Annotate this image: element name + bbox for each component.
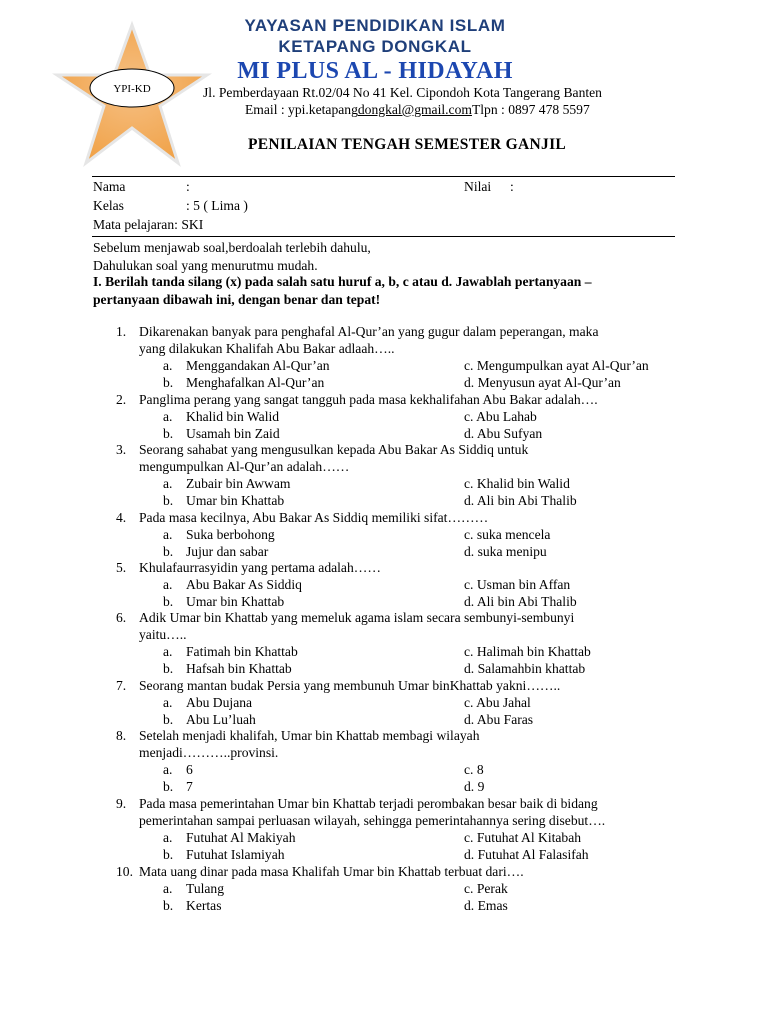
option-letter-b: b.	[163, 594, 174, 609]
option-c: c. Abu Lahab	[464, 409, 537, 424]
option-letter-a: a.	[163, 644, 173, 659]
option-letter-b: b.	[163, 426, 174, 441]
instruction-line-1: I. Berilah tanda silang (x) pada salah satu huruf a, b, c atau d. Jawablah pertanyaan –	[93, 274, 592, 289]
phone: Tlpn : 0897 478 5597	[471, 102, 590, 117]
option-a: Futuhat Al Makiyah	[186, 830, 296, 845]
question-text: Pada masa pemerintahan Umar bin Khattab terjadi perombakan besar baik di bidang	[139, 796, 598, 811]
exam-title: PENILAIAN TENGAH SEMESTER GANJIL	[247, 136, 567, 153]
option-b: Hafsah bin Khattab	[186, 661, 292, 676]
option-letter-a: a.	[163, 577, 173, 592]
question-text: Panglima perang yang sangat tangguh pada masa kekhalifahan Abu Bakar adalah….	[139, 392, 598, 407]
option-c: c. Perak	[464, 881, 508, 896]
contact-line	[245, 102, 590, 118]
option-letter-b: b.	[163, 661, 174, 676]
option-a: Tulang	[186, 881, 225, 896]
option-b: Abu Lu’luah	[186, 712, 256, 727]
option-a: Abu Bakar As Siddiq	[186, 577, 302, 592]
option-b: Umar bin Khattab	[186, 594, 285, 609]
question-text: pemerintahan sampai perluasan wilayah, sehingga pemerintahannya sering disebut….	[139, 813, 606, 828]
option-d: d. Futuhat Al Falasifah	[464, 847, 589, 862]
option-letter-a: a.	[163, 830, 173, 845]
school-name: MI PLUS AL - HIDAYAH	[237, 58, 513, 84]
email-prefix: Email : ypi.ketapang	[245, 102, 358, 117]
question-number: 2.	[116, 392, 127, 407]
option-c: c. Khalid bin Walid	[464, 476, 570, 491]
instruction-line-2: pertanyaan dibawah ini, dengan benar dan tepat!	[93, 292, 381, 307]
option-a: Khalid bin Walid	[186, 409, 280, 424]
option-c: c. 8	[464, 762, 484, 777]
option-a: Abu Dujana	[186, 695, 253, 710]
score-colon: :	[510, 179, 514, 194]
question-text: Dikarenakan banyak para penghafal Al-Qur’an yang gugur dalam peperangan, maka	[139, 324, 599, 339]
option-a: Suka berbohong	[186, 527, 275, 542]
question-number: 10.	[116, 864, 133, 879]
question-text: Setelah menjadi khalifah, Umar bin Khattab membagi wilayah	[139, 728, 480, 743]
question-text: Seorang mantan budak Persia yang membunuh Umar binKhattab yakni……..	[139, 678, 561, 693]
name-label: Nama	[93, 179, 126, 194]
option-d: d. Ali bin Abi Thalib	[464, 594, 577, 609]
option-d: d. Abu Sufyan	[464, 426, 543, 441]
option-c: c. Halimah bin Khattab	[464, 644, 591, 659]
option-b: Usamah bin Zaid	[186, 426, 280, 441]
option-b: Umar bin Khattab	[186, 493, 285, 508]
option-d: d. suka menipu	[464, 544, 547, 559]
logo-text: YPI-KD	[113, 83, 151, 95]
question-number: 4.	[116, 510, 127, 525]
question-number: 1.	[116, 324, 127, 339]
option-b: Futuhat Islamiyah	[186, 847, 285, 862]
option-b: Menghafalkan Al-Qur’an	[186, 375, 325, 390]
question-text: mengumpulkan Al-Qur’an adalah……	[139, 459, 350, 474]
score-label: Nilai	[464, 179, 492, 194]
option-c: c. Futuhat Al Kitabah	[464, 830, 582, 845]
question-text: menjadi………..provinsi.	[139, 745, 279, 760]
top-divider	[92, 176, 675, 177]
question-number: 7.	[116, 678, 127, 693]
name-colon: :	[186, 179, 190, 194]
class-label: Kelas	[93, 198, 124, 213]
intro-line-1: Sebelum menjawab soal,berdoalah terlebih dahulu,	[93, 240, 371, 255]
option-letter-a: a.	[163, 881, 173, 896]
question-number: 6.	[116, 610, 127, 625]
option-d: d. Ali bin Abi Thalib	[464, 493, 577, 508]
option-d: d. Menyusun ayat Al-Qur’an	[464, 375, 621, 390]
question-number: 3.	[116, 442, 127, 457]
option-a: 6	[186, 762, 193, 777]
option-letter-b: b.	[163, 847, 174, 862]
option-c: c. suka mencela	[464, 527, 551, 542]
option-b: Jujur dan sabar	[186, 544, 269, 559]
question-text: yaitu…..	[139, 627, 187, 642]
option-a: Menggandakan Al-Qur’an	[186, 358, 330, 373]
question-text: Khulafaurrasyidin yang pertama adalah……	[139, 560, 381, 575]
option-letter-b: b.	[163, 898, 174, 913]
option-d: d. Salamahbin khattab	[464, 661, 586, 676]
intro-line-2: Dahulukan soal yang menurutmu mudah.	[93, 258, 318, 273]
option-b: Kertas	[186, 898, 222, 913]
option-letter-a: a.	[163, 409, 173, 424]
question-text: Pada masa kecilnya, Abu Bakar As Siddiq memiliki sifat………	[139, 510, 489, 525]
option-letter-b: b.	[163, 779, 174, 794]
option-letter-b: b.	[163, 712, 174, 727]
school-address: Jl. Pemberdayaan Rt.02/04 No 41 Kel. Cipondoh Kota Tangerang Banten	[203, 85, 602, 100]
option-d: d. Abu Faras	[464, 712, 534, 727]
option-letter-b: b.	[163, 375, 174, 390]
question-text: Mata uang dinar pada masa Khalifah Umar bin Khattab terbuat dari….	[139, 864, 524, 879]
question-number: 5.	[116, 560, 127, 575]
question-number: 8.	[116, 728, 127, 743]
option-a: Fatimah bin Khattab	[186, 644, 298, 659]
option-letter-a: a.	[163, 476, 173, 491]
question-number: 9.	[116, 796, 127, 811]
option-letter-a: a.	[163, 695, 173, 710]
option-letter-a: a.	[163, 762, 173, 777]
option-c: c. Mengumpulkan ayat Al-Qur’an	[464, 358, 649, 373]
question-text: yang dilakukan Khalifah Abu Bakar adlaah…..	[139, 341, 395, 356]
option-letter-b: b.	[163, 544, 174, 559]
subject-line: Mata pelajaran: SKI	[93, 217, 204, 232]
option-letter-a: a.	[163, 358, 173, 373]
bottom-divider	[92, 236, 675, 237]
option-c: c. Usman bin Affan	[464, 577, 571, 592]
option-letter-b: b.	[163, 493, 174, 508]
option-b: 7	[186, 779, 193, 794]
option-d: d. Emas	[464, 898, 508, 913]
option-d: d. 9	[464, 779, 485, 794]
option-letter-a: a.	[163, 527, 173, 542]
foundation-name-line2: KETAPANG DONGKAL	[278, 37, 472, 56]
question-text: Adik Umar bin Khattab yang memeluk agama islam secara sembunyi-sembunyi	[139, 610, 575, 625]
option-a: Zubair bin Awwam	[186, 476, 291, 491]
email-link[interactable]: dongkal@gmail.com	[357, 102, 472, 117]
option-c: c. Abu Jahal	[464, 695, 531, 710]
question-text: Seorang sahabat yang mengusulkan kepada Abu Bakar As Siddiq untuk	[139, 442, 529, 457]
foundation-name-line1: YAYASAN PENDIDIKAN ISLAM	[244, 16, 506, 35]
class-value: : 5 ( Lima )	[186, 198, 248, 213]
